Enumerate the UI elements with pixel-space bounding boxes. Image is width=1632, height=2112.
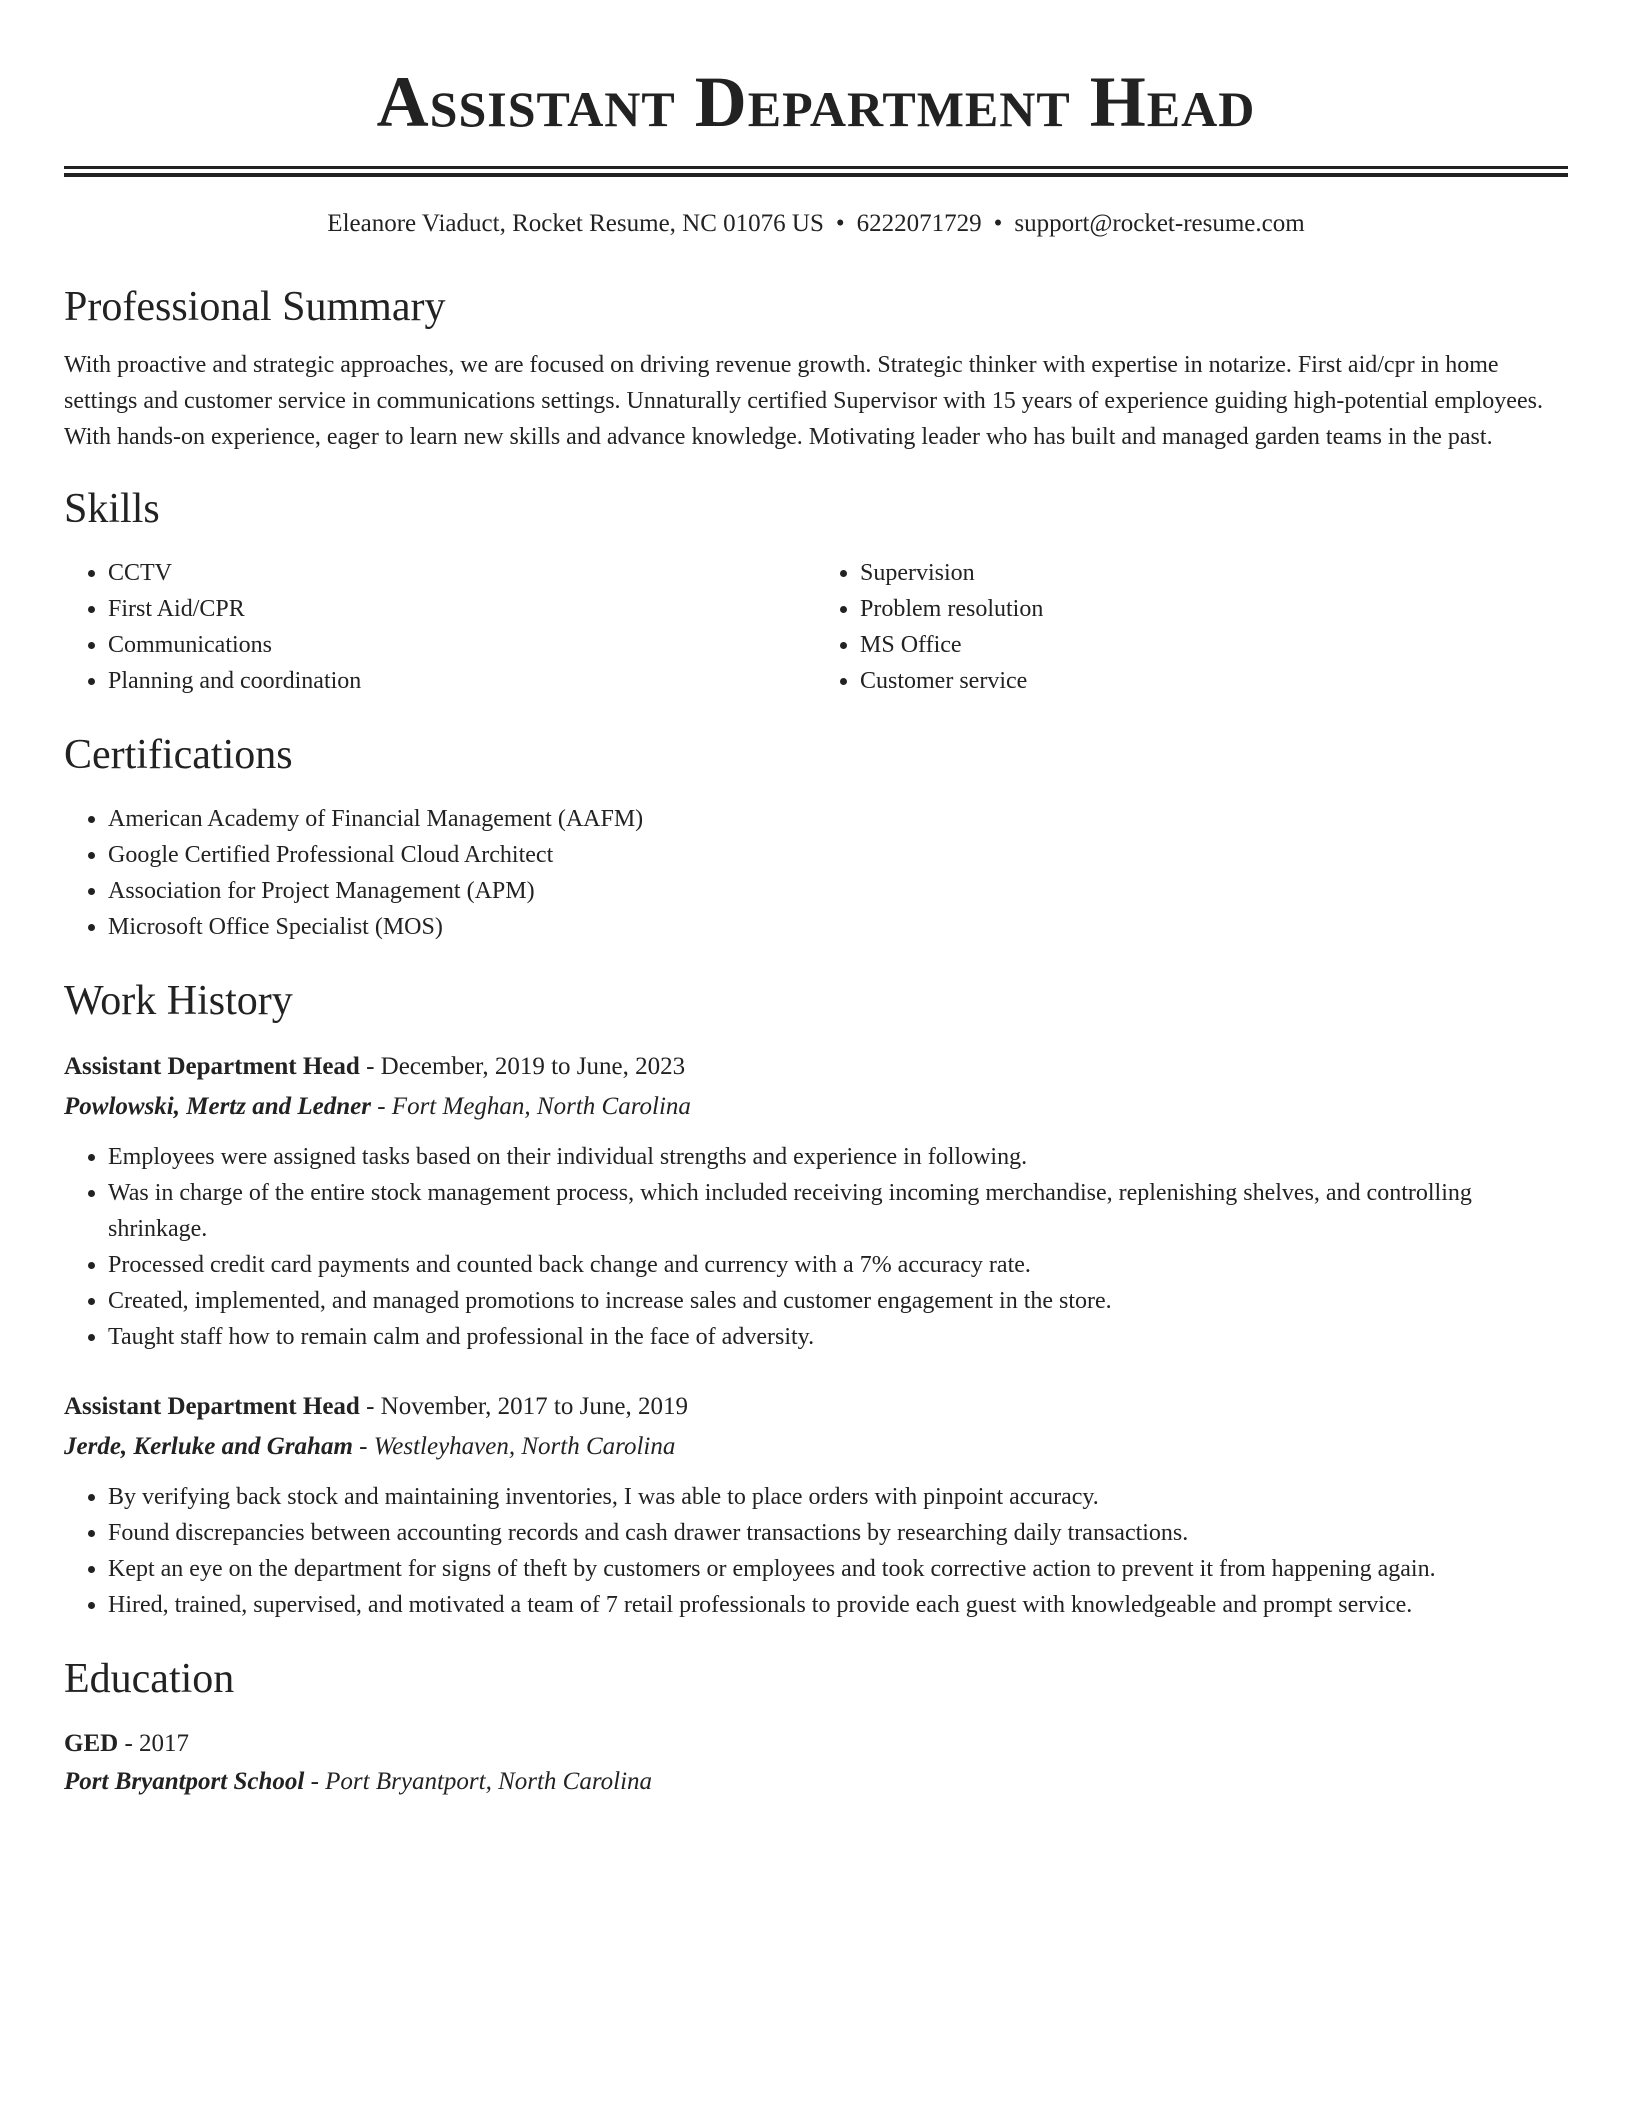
contact-separator: • <box>835 210 845 237</box>
contact-address: Eleanore Viaduct, Rocket Resume, NC 01076 US <box>327 210 824 237</box>
company-name: Powlowski, Mertz and Ledner <box>64 1093 371 1120</box>
company-name: Jerde, Kerluke and Graham <box>64 1433 353 1460</box>
title-divider <box>64 166 1568 177</box>
education-school: Port Bryantport School <box>64 1768 305 1795</box>
duty-item: • Found discrepancies between accounting records and cash drawer transactions by researching daily transactions. <box>108 1515 1568 1551</box>
skills-list <box>64 555 1568 699</box>
duties-list <box>64 1139 1568 1355</box>
duty-item: • Kept an eye on the department for signs of theft by customers or employees and took corrective action to prevent it from happening again. <box>108 1551 1568 1587</box>
duty-item: • Taught staff how to remain calm and professional in the face of adversity. <box>108 1319 1568 1355</box>
job-title-line <box>64 1387 1568 1427</box>
skill-item: • Problem resolution <box>860 591 1568 627</box>
education-year: - 2017 <box>118 1730 190 1757</box>
job-title-line <box>64 1047 1568 1087</box>
contact-phone: 6222071729 <box>856 210 982 237</box>
education-heading: Education <box>64 1656 235 1702</box>
job-title: Assistant Department Head <box>64 1053 360 1080</box>
skill-item: • CCTV <box>108 555 816 591</box>
company-line <box>64 1087 1568 1127</box>
contact-email[interactable]: support@rocket-resume.com <box>1014 210 1305 237</box>
education-degree: GED <box>64 1730 119 1757</box>
resume-title: Assistant Department Head <box>376 62 1256 142</box>
certification-item: • American Academy of Financial Management (AAFM) <box>108 801 1568 837</box>
skills-column-left <box>64 555 816 699</box>
duty-item: • Processed credit card payments and counted back change and currency with a 7% accuracy rate. <box>108 1247 1568 1283</box>
duty-item: • Employees were assigned tasks based on their individual strengths and experience in following. <box>108 1139 1568 1175</box>
skills-heading: Skills <box>64 486 160 532</box>
job-dates: - November, 2017 to June, 2019 <box>359 1393 688 1420</box>
job-entry <box>64 1387 1568 1623</box>
education-degree-line <box>64 1725 1568 1763</box>
duty-item: • Hired, trained, supervised, and motivated a team of 7 retail professionals to provide each guest with knowledgeable and prompt service. <box>108 1587 1568 1623</box>
skill-item: • Supervision <box>860 555 1568 591</box>
skill-item: • Customer service <box>860 663 1568 699</box>
skill-item: • Planning and coordination <box>108 663 816 699</box>
education-school-line <box>64 1763 1568 1801</box>
job-dates: - December, 2019 to June, 2023 <box>359 1053 686 1080</box>
job-entry <box>64 1047 1568 1355</box>
certification-item: • Microsoft Office Specialist (MOS) <box>108 909 1568 945</box>
certification-item: • Association for Project Management (APM) <box>108 873 1568 909</box>
work-history-heading: Work History <box>64 978 293 1024</box>
company-location: - Fort Meghan, North Carolina <box>370 1093 691 1120</box>
company-location: - Westleyhaven, North Carolina <box>352 1433 676 1460</box>
contact-line <box>64 207 1568 241</box>
certifications-heading: Certifications <box>64 732 293 778</box>
duties-list <box>64 1479 1568 1623</box>
skills-column-right <box>816 555 1568 699</box>
certifications-list <box>64 801 1568 945</box>
education-location: - Port Bryantport, North Carolina <box>304 1768 653 1795</box>
duty-item: • By verifying back stock and maintaining inventories, I was able to place orders with pinpoint accuracy. <box>108 1479 1568 1515</box>
skill-item: • Communications <box>108 627 816 663</box>
contact-separator: • <box>993 210 1003 237</box>
company-line <box>64 1427 1568 1467</box>
skill-item: • First Aid/CPR <box>108 591 816 627</box>
skill-item: • MS Office <box>860 627 1568 663</box>
duty-item: • Created, implemented, and managed promotions to increase sales and customer engagement in the store. <box>108 1283 1568 1319</box>
summary-text: With proactive and strategic approaches, we are focused on driving revenue growth. Strategic thinker with expertise in notarize. First aid/cpr in home settings and customer service in communications settings. Unnaturally certified Supervisor with 15 years of experience guiding high-potential employees. With hands-on experience, eager to learn new skills and advance knowledge. Motivating leader who has built and managed garden teams in the past. <box>64 352 1543 450</box>
summary-heading: Professional Summary <box>64 284 446 330</box>
job-title: Assistant Department Head <box>64 1393 360 1420</box>
duty-item: • Was in charge of the entire stock management process, which included receiving incoming merchandise, replenishing shelves, and controlling shrinkage. <box>108 1175 1568 1247</box>
certification-item: • Google Certified Professional Cloud Architect <box>108 837 1568 873</box>
